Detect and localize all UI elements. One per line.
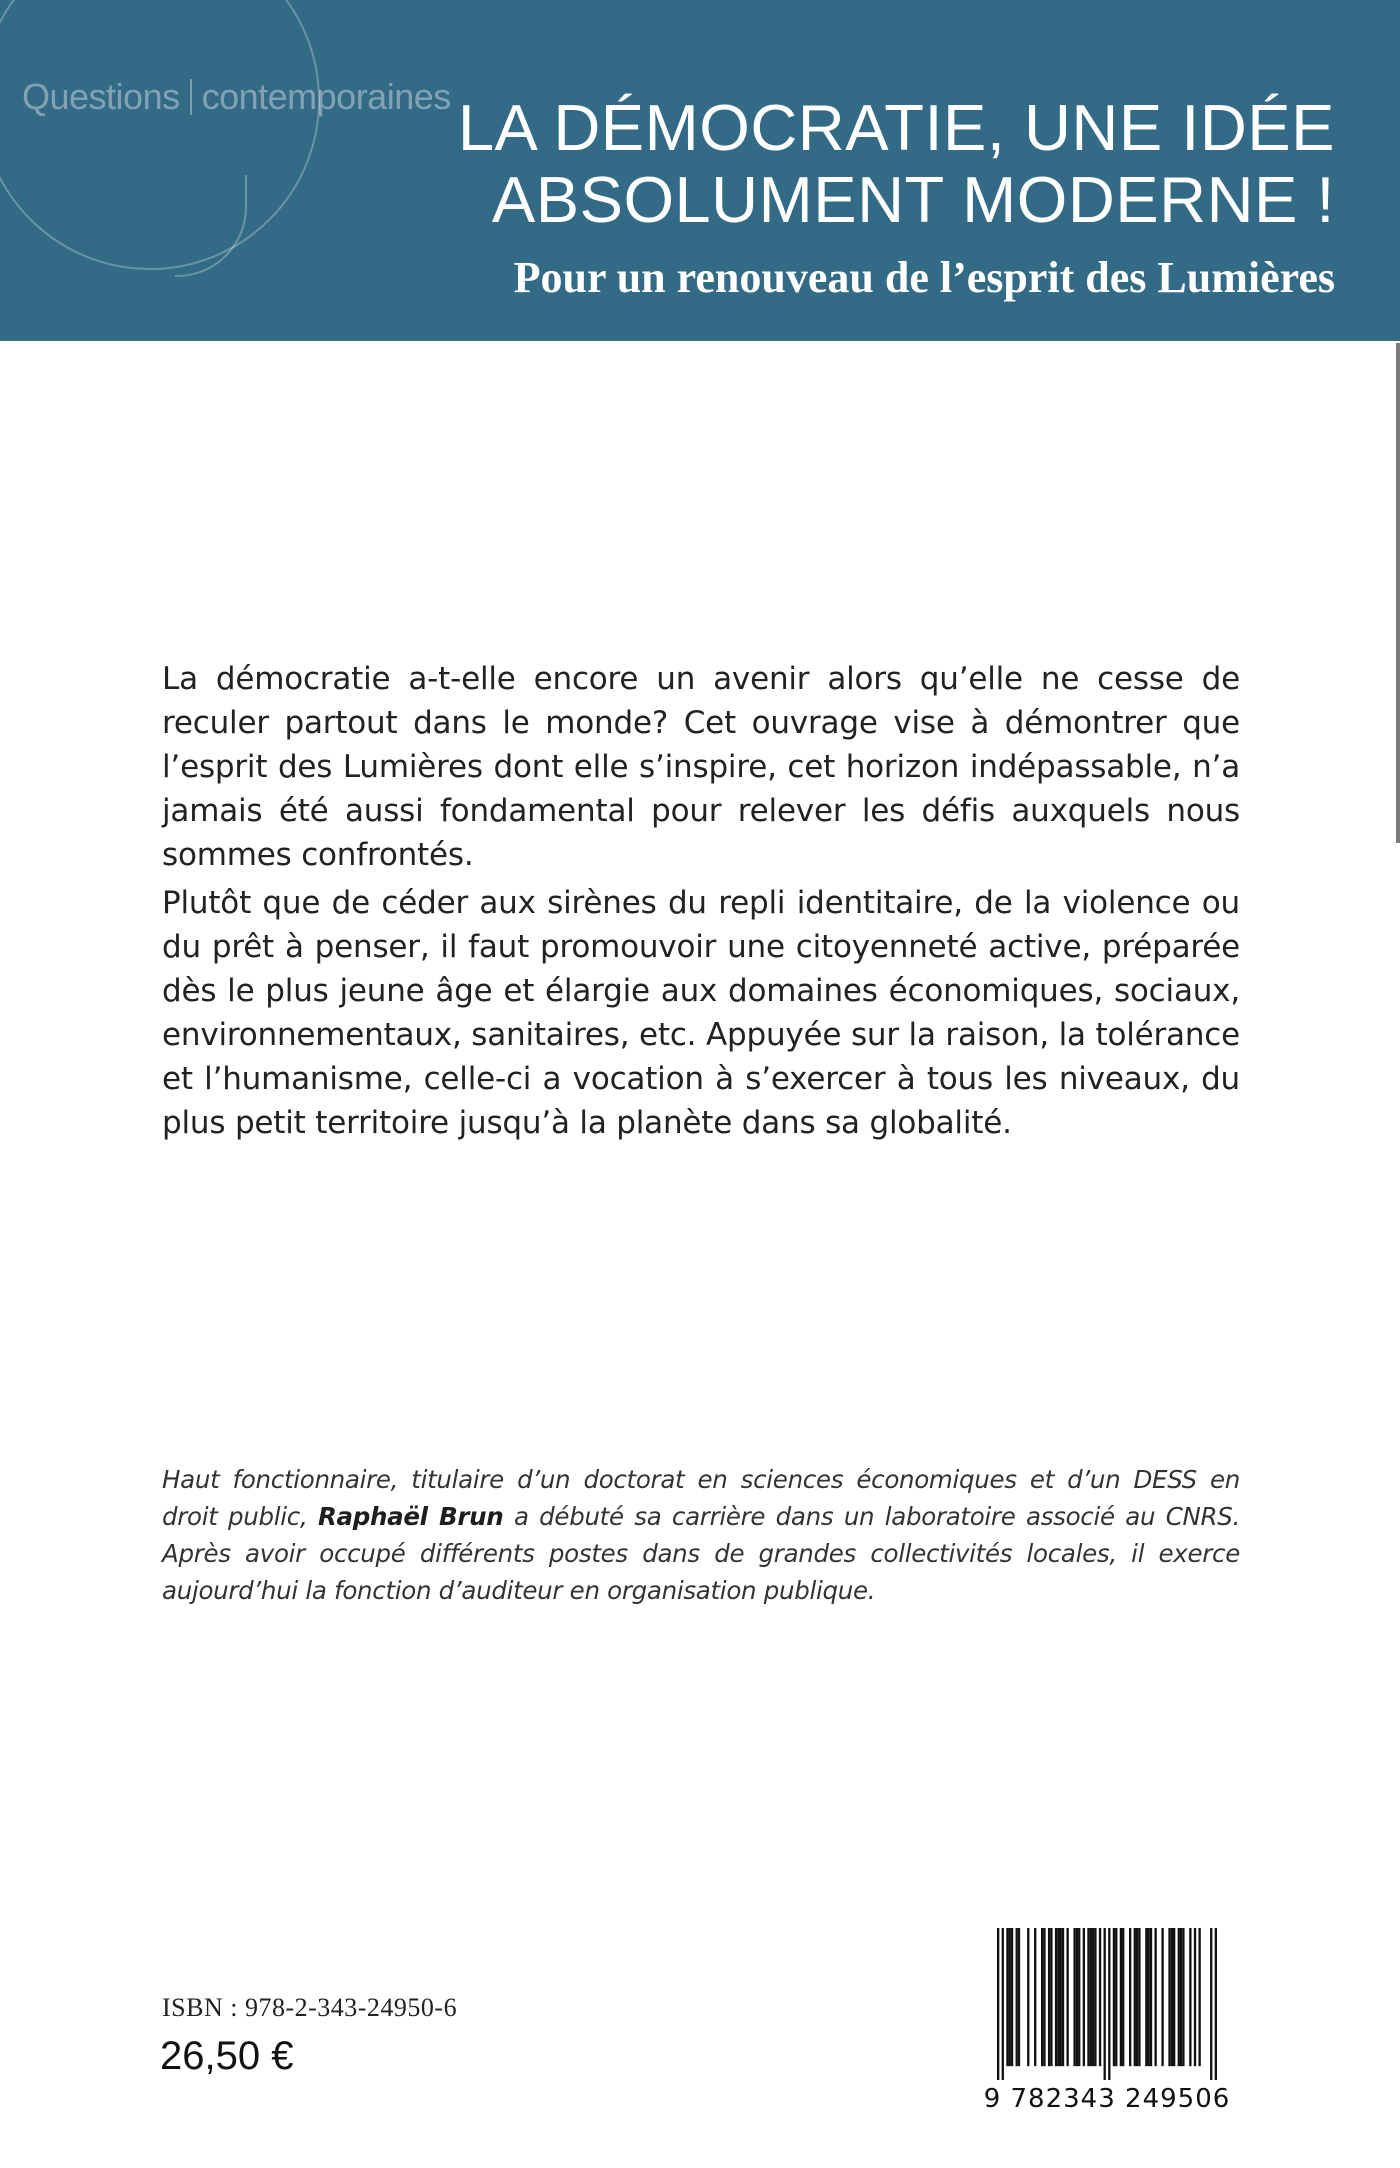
blurb-paragraph-1: La démocratie a-t-elle encore un avenir alors qu’elle ne cesse de reculer partout dans le monde? Cet ouvrage vise à démontrer que l’esprit des Lumières dont elle s’inspire, cet horizon indépassable, n’a jamais été aussi fondamental pour relever les défis auxquels nous sommes confrontés. <box>162 661 1240 873</box>
barcode-bar <box>1215 1928 1217 2080</box>
barcode-bar <box>1145 1928 1147 2066</box>
series-name-left: Questions <box>22 76 180 117</box>
barcode-bar <box>1178 1928 1180 2066</box>
barcode-bar <box>1090 1928 1092 2066</box>
book-subtitle: Pour un renouveau de l’esprit des Lumières <box>513 253 1335 302</box>
book-title-line-1: LA DÉMOCRATIE, UNE IDÉE <box>457 91 1335 164</box>
author-name: Raphaël Brun <box>317 1501 504 1531</box>
barcode-bar <box>1050 1928 1052 2066</box>
barcode-bar <box>1034 1928 1036 2066</box>
barcode-bar <box>1173 1928 1175 2066</box>
barcode-bar <box>1011 1928 1013 2066</box>
barcode-bar <box>1083 1928 1085 2066</box>
barcode-bar <box>1189 1928 1191 2066</box>
barcode-bar <box>1041 1928 1043 2066</box>
barcode-bar <box>1198 1928 1200 2066</box>
cover-header-band <box>0 0 1400 341</box>
barcode-bar <box>1060 1928 1062 2066</box>
barcode-bar <box>1094 1928 1096 2066</box>
barcode-bar <box>1027 1928 1029 2066</box>
barcode-bar <box>1134 1928 1136 2066</box>
barcode-bar <box>1073 1928 1075 2066</box>
barcode-bar <box>1006 1928 1008 2066</box>
barcode-bar <box>1120 1928 1122 2066</box>
series-q-logo-icon <box>0 0 320 270</box>
barcode-bar <box>1115 1928 1117 2066</box>
book-title-line-2: ABSOLUMENT MODERNE ! <box>491 163 1335 236</box>
barcode-bar <box>1078 1928 1080 2066</box>
barcode-bar <box>1016 1928 1018 2066</box>
ean-barcode <box>980 1928 1234 2122</box>
author-bio-intro: Haut fonctionnaire, titulaire d’un doctorat en sciences économiques et d’un DESS en droit public, <box>162 1464 1240 1531</box>
barcode-bar <box>1043 1928 1045 2066</box>
barcode-bar <box>1113 1928 1115 2066</box>
barcode-bar <box>1136 1928 1138 2066</box>
barcode-bar <box>1182 1928 1184 2066</box>
barcode-bar <box>1180 1928 1182 2066</box>
barcode-bar <box>1092 1928 1094 2066</box>
barcode-bars-icon <box>997 1928 1217 2080</box>
barcode-bar <box>1161 1928 1163 2066</box>
barcode-bar <box>1062 1928 1064 2066</box>
series-separator <box>190 79 192 115</box>
barcode-bar <box>997 1928 999 2080</box>
barcode-bar <box>1129 1928 1131 2066</box>
barcode-bar <box>1076 1928 1078 2066</box>
barcode-bar <box>1194 1928 1196 2066</box>
barcode-bar <box>1154 1928 1156 2066</box>
barcode-bar <box>1122 1928 1124 2066</box>
barcode-bar <box>1171 1928 1173 2066</box>
author-bio-rest: a débuté sa carrière dans un laboratoire associé au CNRS. Après avoir occupé différents postes dans de grandes collectivités locales, il exerce aujourd’hui la fonction d’auditeur en organisation publique. <box>162 1501 1240 1605</box>
barcode-bar <box>1002 1928 1004 2080</box>
series-name-right: contemporaines <box>201 76 451 117</box>
barcode-bar <box>1150 1928 1152 2066</box>
barcode-bar <box>1066 1928 1068 2066</box>
barcode-bar <box>1009 1928 1011 2066</box>
barcode-digits: 9 782343 249506 <box>983 2084 1231 2114</box>
barcode-bar <box>1108 1928 1110 2080</box>
barcode-bar <box>1148 1928 1150 2066</box>
blurb-paragraph-2: Plutôt que de céder aux sirènes du repli identitaire, de la violence ou du prêt à penser, il faut promouvoir une citoyenneté active, préparée dès le plus jeune âge et élargie aux domaines économiques, sociaux, environnementaux, sanitaires, etc. Appuyée sur la raison, la tolérance et l’humanisme, celle-ci a vocation à s’exercer à tous les niveaux, du plus petit territoire jusqu’à la planète dans sa globalité. <box>162 885 1241 1141</box>
barcode-bar <box>1210 1928 1212 2080</box>
isbn-number: ISBN : 978-2-343-24950-6 <box>162 1993 458 2022</box>
barcode-bar <box>1168 1928 1170 2066</box>
barcode-bar <box>1057 1928 1059 2066</box>
barcode-bar <box>1087 1928 1089 2066</box>
barcode-bar <box>1018 1928 1020 2066</box>
book-title <box>355 92 1335 236</box>
barcode-bar <box>1104 1928 1106 2080</box>
barcode-bar <box>1099 1928 1101 2066</box>
barcode-bar <box>1138 1928 1140 2066</box>
barcode-bar <box>1048 1928 1050 2066</box>
series-q-tail-icon <box>175 175 247 277</box>
barcode-bar <box>1055 1928 1057 2066</box>
page-edge-divider <box>1396 343 1400 843</box>
author-bio <box>162 1461 1240 1609</box>
price: 26,50 € <box>160 2034 294 2078</box>
